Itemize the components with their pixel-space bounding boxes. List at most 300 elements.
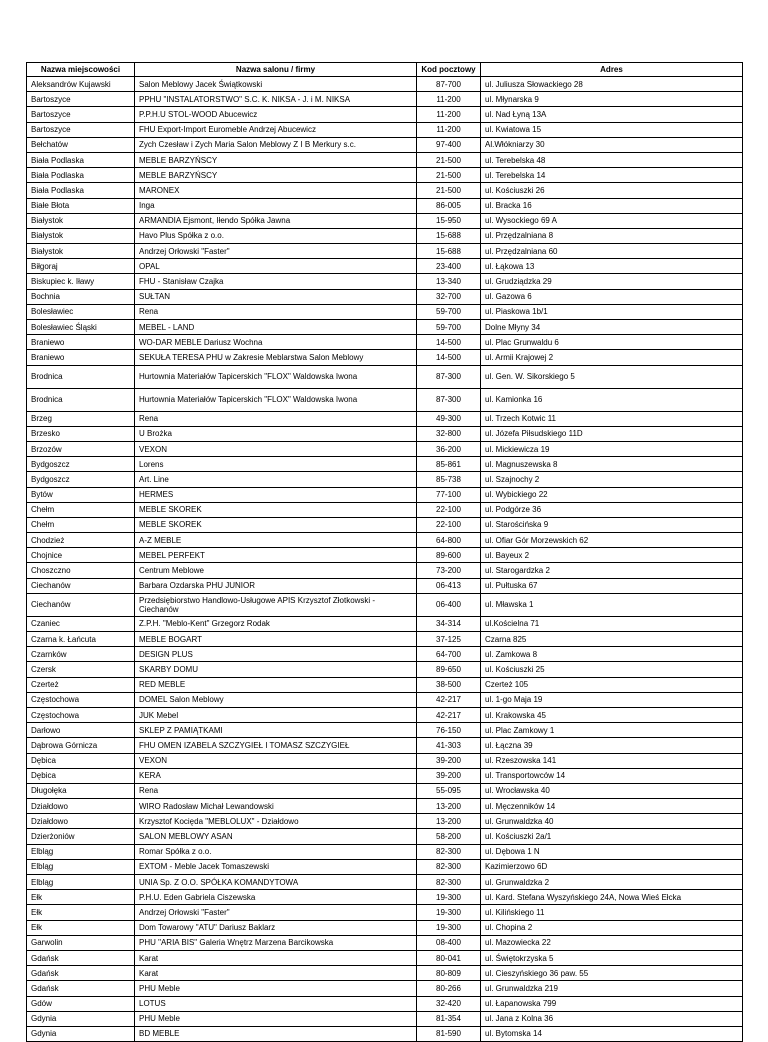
table-row [27, 814, 743, 829]
cell-adres: ul. Plac Zamkowy 1 [481, 723, 743, 738]
table-row [27, 563, 743, 578]
cell-miejscowosc: Biała Podlaska [27, 183, 135, 198]
cell-adres: ul. Grunwaldzka 40 [481, 814, 743, 829]
cell-salon: FHU Export-Import Euromeble Andrzej Abucewicz [135, 122, 417, 137]
cell-adres: ul. Ofiar Gór Morzewskich 62 [481, 533, 743, 548]
table-row [27, 137, 743, 152]
cell-kod: 39-200 [417, 768, 481, 783]
cell-adres: ul. 1-go Maja 19 [481, 692, 743, 707]
cell-miejscowosc: Gdańsk [27, 981, 135, 996]
cell-miejscowosc: Bełchatów [27, 137, 135, 152]
cell-adres: ul. Armii Krajowej 2 [481, 350, 743, 365]
cell-adres: ul. Kwiatowa 15 [481, 122, 743, 137]
cell-kod: 89-600 [417, 548, 481, 563]
cell-kod: 42-217 [417, 692, 481, 707]
cell-miejscowosc: Garwolin [27, 935, 135, 950]
cell-adres: Dolne Młyny 34 [481, 320, 743, 335]
cell-adres: ul.Kościelna 71 [481, 616, 743, 631]
cell-adres: ul. Przędzalniana 8 [481, 228, 743, 243]
table-row [27, 441, 743, 456]
cell-miejscowosc: Działdowo [27, 799, 135, 814]
table-row [27, 920, 743, 935]
cell-salon: RED MEBLE [135, 677, 417, 692]
cell-adres: Kazimierzowo 6D [481, 859, 743, 874]
cell-salon: JUK Mebel [135, 707, 417, 722]
cell-miejscowosc: Dębica [27, 768, 135, 783]
cell-salon: HERMES [135, 487, 417, 502]
cell-adres: ul. Bracka 16 [481, 198, 743, 213]
table-row [27, 647, 743, 662]
cell-kod: 85-861 [417, 457, 481, 472]
cell-adres: ul. Wrocławska 40 [481, 783, 743, 798]
table-row [27, 228, 743, 243]
cell-miejscowosc: Gdańsk [27, 966, 135, 981]
cell-adres: ul. Cieszyńskiego 36 paw. 55 [481, 966, 743, 981]
cell-miejscowosc: Brodnica [27, 365, 135, 388]
cell-salon: Rena [135, 304, 417, 319]
cell-miejscowosc: Bartoszyce [27, 122, 135, 137]
cell-adres: ul. Mławska 1 [481, 593, 743, 616]
table-row [27, 289, 743, 304]
cell-salon: MEBLE SKOREK [135, 517, 417, 532]
cell-salon: Romar Spółka z o.o. [135, 844, 417, 859]
cell-salon: Zych Czesław i Zych Maria Salon Meblowy Z I B Merkury s.c. [135, 137, 417, 152]
table-row [27, 1026, 743, 1041]
header-salon: Nazwa salonu / firmy [135, 63, 417, 77]
table-row [27, 411, 743, 426]
cell-miejscowosc: Bochnia [27, 289, 135, 304]
cell-salon: P.H.U. Eden Gabriela Ciszewska [135, 890, 417, 905]
table-row [27, 122, 743, 137]
table-row [27, 738, 743, 753]
cell-salon: SEKUŁA TERESA PHU w Zakresie Meblarstwa Salon Meblowy [135, 350, 417, 365]
cell-miejscowosc: Chodzież [27, 533, 135, 548]
cell-salon: PHU "ARIA BIS" Galeria Wnętrz Marzena Barcikowska [135, 935, 417, 950]
cell-kod: 38-500 [417, 677, 481, 692]
cell-salon: Inga [135, 198, 417, 213]
cell-adres: ul. Bytomska 14 [481, 1026, 743, 1041]
cell-miejscowosc: Bydgoszcz [27, 472, 135, 487]
table-row [27, 335, 743, 350]
cell-adres: ul. Wybickiego 22 [481, 487, 743, 502]
cell-salon: Barbara Ozdarska PHU JUNIOR [135, 578, 417, 593]
cell-kod: 19-300 [417, 905, 481, 920]
header-row [27, 63, 743, 77]
cell-adres: ul. Gazowa 6 [481, 289, 743, 304]
cell-salon: Z.P.H. "Meblo-Kent" Grzegorz Rodak [135, 616, 417, 631]
cell-miejscowosc: Biskupiec k. Iławy [27, 274, 135, 289]
cell-miejscowosc: Dąbrowa Górnicza [27, 738, 135, 753]
cell-kod: 19-300 [417, 920, 481, 935]
cell-kod: 11-200 [417, 122, 481, 137]
cell-salon: MEBLE SKOREK [135, 502, 417, 517]
cell-salon: Rena [135, 783, 417, 798]
cell-kod: 14-500 [417, 350, 481, 365]
cell-miejscowosc: Ełk [27, 920, 135, 935]
cell-miejscowosc: Długołęka [27, 783, 135, 798]
cell-adres: ul. Starościńska 9 [481, 517, 743, 532]
table-row [27, 859, 743, 874]
cell-kod: 21-500 [417, 168, 481, 183]
cell-salon: Rena [135, 411, 417, 426]
table-row [27, 707, 743, 722]
cell-adres: ul. Kościuszki 26 [481, 183, 743, 198]
cell-miejscowosc: Brzeg [27, 411, 135, 426]
cell-salon: A-Z MEBLE [135, 533, 417, 548]
cell-adres: ul. Dębowa 1 N [481, 844, 743, 859]
cell-miejscowosc: Czarnków [27, 647, 135, 662]
cell-adres: ul. Pułtuska 67 [481, 578, 743, 593]
cell-kod: 37-125 [417, 632, 481, 647]
cell-salon: Krzysztof Kocięda "MEBLOLUX" - Działdowo [135, 814, 417, 829]
cell-kod: 19-300 [417, 890, 481, 905]
dealer-table [26, 62, 743, 1042]
table-row [27, 183, 743, 198]
cell-kod: 22-100 [417, 517, 481, 532]
cell-kod: 08-400 [417, 935, 481, 950]
cell-salon: MEBLE BARZYŃSCY [135, 168, 417, 183]
cell-salon: MARONEX [135, 183, 417, 198]
cell-adres: Czerteż 105 [481, 677, 743, 692]
cell-salon: BD MEBLE [135, 1026, 417, 1041]
cell-adres: ul. Kościuszki 2a/1 [481, 829, 743, 844]
cell-kod: 13-200 [417, 814, 481, 829]
cell-miejscowosc: Brzozów [27, 441, 135, 456]
cell-kod: 14-500 [417, 335, 481, 350]
cell-adres: ul. Mazowiecka 22 [481, 935, 743, 950]
cell-kod: 36-200 [417, 441, 481, 456]
cell-miejscowosc: Gdynia [27, 1011, 135, 1026]
cell-salon: SALON MEBLOWY ASAN [135, 829, 417, 844]
cell-miejscowosc: Białystok [27, 213, 135, 228]
cell-salon: SKLEP Z PAMIĄTKAMI [135, 723, 417, 738]
cell-adres: ul. Bayeux 2 [481, 548, 743, 563]
cell-miejscowosc: Braniewo [27, 350, 135, 365]
cell-adres: ul. Grunwaldzka 2 [481, 875, 743, 890]
cell-miejscowosc: Bydgoszcz [27, 457, 135, 472]
cell-salon: DESIGN PLUS [135, 647, 417, 662]
table-row [27, 677, 743, 692]
table-row [27, 77, 743, 92]
cell-salon: VEXON [135, 441, 417, 456]
cell-miejscowosc: Biłgoraj [27, 259, 135, 274]
cell-miejscowosc: Czersk [27, 662, 135, 677]
cell-salon: SKARBY DOMU [135, 662, 417, 677]
cell-kod: 21-500 [417, 183, 481, 198]
header-miejscowosc: Nazwa miejscowości [27, 63, 135, 77]
table-row [27, 578, 743, 593]
cell-salon: WO-DAR MEBLE Dariusz Wochna [135, 335, 417, 350]
cell-miejscowosc: Czarna k. Łańcuta [27, 632, 135, 647]
cell-kod: 82-300 [417, 875, 481, 890]
cell-adres: ul. Starogardzka 2 [481, 563, 743, 578]
cell-kod: 49-300 [417, 411, 481, 426]
table-row [27, 616, 743, 631]
cell-salon: Lorens [135, 457, 417, 472]
cell-miejscowosc: Brodnica [27, 388, 135, 411]
cell-salon: EXTOM - Meble Jacek Tomaszewski [135, 859, 417, 874]
cell-adres: ul. Męczenników 14 [481, 799, 743, 814]
cell-kod: 86-005 [417, 198, 481, 213]
cell-kod: 15-688 [417, 228, 481, 243]
cell-miejscowosc: Bartoszyce [27, 92, 135, 107]
table-row [27, 829, 743, 844]
cell-salon: Karat [135, 950, 417, 965]
cell-miejscowosc: Elbląg [27, 844, 135, 859]
cell-kod: 64-700 [417, 647, 481, 662]
cell-miejscowosc: Dzierżoniów [27, 829, 135, 844]
cell-kod: 80-809 [417, 966, 481, 981]
table-row [27, 168, 743, 183]
table-row [27, 768, 743, 783]
cell-kod: 77-100 [417, 487, 481, 502]
table-row [27, 890, 743, 905]
cell-kod: 80-041 [417, 950, 481, 965]
cell-adres: ul. Kilińskiego 11 [481, 905, 743, 920]
cell-salon: Andrzej Orłowski "Faster" [135, 905, 417, 920]
cell-adres: ul. Transportowców 14 [481, 768, 743, 783]
cell-kod: 87-700 [417, 77, 481, 92]
cell-salon: Andrzej Orłowski "Faster" [135, 244, 417, 259]
cell-miejscowosc: Bolesławiec Śląski [27, 320, 135, 335]
cell-adres: ul. Wysockiego 69 A [481, 213, 743, 228]
table-row [27, 632, 743, 647]
cell-kod: 85-738 [417, 472, 481, 487]
cell-salon: SUŁTAN [135, 289, 417, 304]
cell-kod: 59-700 [417, 304, 481, 319]
cell-kod: 11-200 [417, 92, 481, 107]
cell-adres: ul. Świętokrzyska 5 [481, 950, 743, 965]
cell-adres: ul. Juliusza Słowackiego 28 [481, 77, 743, 92]
cell-kod: 34-314 [417, 616, 481, 631]
cell-salon: KERA [135, 768, 417, 783]
cell-kod: 81-590 [417, 1026, 481, 1041]
cell-salon: PHU Meble [135, 1011, 417, 1026]
cell-miejscowosc: Brzesko [27, 426, 135, 441]
cell-adres: ul. Szajnochy 2 [481, 472, 743, 487]
table-row [27, 426, 743, 441]
cell-adres: ul. Grudziądzka 29 [481, 274, 743, 289]
cell-miejscowosc: Aleksandrów Kujawski [27, 77, 135, 92]
table-row [27, 274, 743, 289]
cell-salon: U Brożka [135, 426, 417, 441]
cell-kod: 21-500 [417, 152, 481, 167]
cell-adres: ul. Mickiewicza 19 [481, 441, 743, 456]
cell-salon: MEBEL PERFEKT [135, 548, 417, 563]
cell-miejscowosc: Choszczno [27, 563, 135, 578]
cell-adres: ul. Łąkowa 13 [481, 259, 743, 274]
cell-adres: ul. Przędzalniana 60 [481, 244, 743, 259]
cell-kod: 11-200 [417, 107, 481, 122]
cell-salon: Dom Towarowy "ATU" Dariusz Baklarz [135, 920, 417, 935]
cell-adres: ul. Plac Grunwaldu 6 [481, 335, 743, 350]
table-row [27, 304, 743, 319]
table-row [27, 152, 743, 167]
cell-kod: 32-420 [417, 996, 481, 1011]
cell-salon: Centrum Meblowe [135, 563, 417, 578]
cell-kod: 42-217 [417, 707, 481, 722]
cell-salon: Hurtownia Materiałów Tapicerskich "FLOX" Waldowska Iwona [135, 388, 417, 411]
table-row [27, 388, 743, 411]
cell-miejscowosc: Częstochowa [27, 707, 135, 722]
cell-miejscowosc: Biała Podlaska [27, 152, 135, 167]
cell-salon: ARMANDIA Ejsmont, Iłendo Spółka Jawna [135, 213, 417, 228]
cell-miejscowosc: Bytów [27, 487, 135, 502]
table-row [27, 259, 743, 274]
table-row [27, 753, 743, 768]
cell-miejscowosc: Braniewo [27, 335, 135, 350]
cell-adres: ul. Kamionka 16 [481, 388, 743, 411]
cell-salon: VEXON [135, 753, 417, 768]
cell-miejscowosc: Chełm [27, 502, 135, 517]
table-row [27, 244, 743, 259]
cell-kod: 87-300 [417, 388, 481, 411]
cell-kod: 87-300 [417, 365, 481, 388]
cell-adres: ul. Trzech Kotwic 11 [481, 411, 743, 426]
cell-kod: 76-150 [417, 723, 481, 738]
cell-adres: ul. Chopina 2 [481, 920, 743, 935]
cell-salon: OPAL [135, 259, 417, 274]
cell-adres: ul. Jana z Kolna 36 [481, 1011, 743, 1026]
cell-salon: Havo Plus Spółka z o.o. [135, 228, 417, 243]
table-row [27, 905, 743, 920]
cell-kod: 13-200 [417, 799, 481, 814]
table-row [27, 502, 743, 517]
cell-miejscowosc: Darłowo [27, 723, 135, 738]
cell-salon: Salon Meblowy Jacek Świątkowski [135, 77, 417, 92]
cell-miejscowosc: Dębica [27, 753, 135, 768]
cell-adres: ul. Młynarska 9 [481, 92, 743, 107]
table-row [27, 723, 743, 738]
table-row [27, 996, 743, 1011]
cell-salon: Art. Line [135, 472, 417, 487]
cell-adres: ul. Zamkowa 8 [481, 647, 743, 662]
table-row [27, 472, 743, 487]
cell-kod: 81-354 [417, 1011, 481, 1026]
cell-adres: ul. Kard. Stefana Wyszyńskiego 24A, Nowa Wieś Ełcka [481, 890, 743, 905]
cell-miejscowosc: Elbląg [27, 875, 135, 890]
cell-miejscowosc: Biała Podlaska [27, 168, 135, 183]
cell-salon: FHU OMEN IZABELA SZCZYGIEŁ I TOMASZ SZCZYGIEŁ [135, 738, 417, 753]
cell-adres: Czarna 825 [481, 632, 743, 647]
cell-adres: ul. Grunwaldzka 219 [481, 981, 743, 996]
cell-miejscowosc: Działdowo [27, 814, 135, 829]
cell-kod: 06-413 [417, 578, 481, 593]
cell-adres: ul. Józefa Piłsudskiego 11D [481, 426, 743, 441]
cell-kod: 06-400 [417, 593, 481, 616]
table-row [27, 593, 743, 616]
cell-kod: 32-700 [417, 289, 481, 304]
cell-kod: 32-800 [417, 426, 481, 441]
cell-miejscowosc: Gdów [27, 996, 135, 1011]
table-row [27, 966, 743, 981]
cell-miejscowosc: Ełk [27, 905, 135, 920]
table-row [27, 875, 743, 890]
cell-miejscowosc: Czerteż [27, 677, 135, 692]
cell-adres: ul. Rzeszowska 141 [481, 753, 743, 768]
cell-salon: Karat [135, 966, 417, 981]
table-row [27, 107, 743, 122]
cell-kod: 39-200 [417, 753, 481, 768]
cell-miejscowosc: Ciechanów [27, 593, 135, 616]
cell-kod: 15-688 [417, 244, 481, 259]
cell-kod: 64-800 [417, 533, 481, 548]
cell-adres: ul. Krakowska 45 [481, 707, 743, 722]
cell-kod: 13-340 [417, 274, 481, 289]
table-row [27, 844, 743, 859]
cell-miejscowosc: Gdańsk [27, 950, 135, 965]
cell-salon: MEBLE BARZYŃSCY [135, 152, 417, 167]
cell-salon: FHU - Stanisław Czajka [135, 274, 417, 289]
cell-adres: Al.Włókniarzy 30 [481, 137, 743, 152]
table-row [27, 692, 743, 707]
table-row [27, 548, 743, 563]
table-row [27, 950, 743, 965]
cell-miejscowosc: Białystok [27, 228, 135, 243]
table-row [27, 487, 743, 502]
cell-miejscowosc: Chełm [27, 517, 135, 532]
table-row [27, 517, 743, 532]
cell-miejscowosc: Ciechanów [27, 578, 135, 593]
table-row [27, 198, 743, 213]
cell-kod: 23-400 [417, 259, 481, 274]
cell-adres: ul. Kościuszki 25 [481, 662, 743, 677]
cell-kod: 58-200 [417, 829, 481, 844]
table-row [27, 350, 743, 365]
cell-salon: Hurtownia Materiałów Tapicerskich "FLOX" Waldowska Iwona [135, 365, 417, 388]
cell-miejscowosc: Bolesławiec [27, 304, 135, 319]
cell-miejscowosc: Elbląg [27, 859, 135, 874]
cell-salon: PHU Meble [135, 981, 417, 996]
cell-miejscowosc: Białe Błota [27, 198, 135, 213]
cell-salon: WIRO Radosław Michał Lewandowski [135, 799, 417, 814]
table-row [27, 213, 743, 228]
cell-adres: ul. Podgórze 36 [481, 502, 743, 517]
table-row [27, 457, 743, 472]
cell-adres: ul. Terebelska 14 [481, 168, 743, 183]
cell-adres: ul. Magnuszewska 8 [481, 457, 743, 472]
cell-salon: MEBEL - LAND [135, 320, 417, 335]
table-row [27, 935, 743, 950]
cell-kod: 82-300 [417, 844, 481, 859]
cell-kod: 89-650 [417, 662, 481, 677]
table-row [27, 799, 743, 814]
cell-adres: ul. Gen. W. Sikorskiego 5 [481, 365, 743, 388]
cell-miejscowosc: Ełk [27, 890, 135, 905]
table-row [27, 533, 743, 548]
cell-kod: 80-266 [417, 981, 481, 996]
cell-kod: 41-303 [417, 738, 481, 753]
table-row [27, 365, 743, 388]
cell-kod: 82-300 [417, 859, 481, 874]
cell-miejscowosc: Bartoszyce [27, 107, 135, 122]
cell-miejscowosc: Chojnice [27, 548, 135, 563]
cell-kod: 73-200 [417, 563, 481, 578]
cell-kod: 22-100 [417, 502, 481, 517]
table-row [27, 92, 743, 107]
header-adres: Adres [481, 63, 743, 77]
cell-miejscowosc: Białystok [27, 244, 135, 259]
cell-salon: DOMEL Salon Meblowy [135, 692, 417, 707]
cell-adres: ul. Łapanowska 799 [481, 996, 743, 1011]
cell-miejscowosc: Gdynia [27, 1026, 135, 1041]
cell-miejscowosc: Częstochowa [27, 692, 135, 707]
cell-adres: ul. Łączna 39 [481, 738, 743, 753]
cell-kod: 59-700 [417, 320, 481, 335]
table-row [27, 1011, 743, 1026]
cell-kod: 55-095 [417, 783, 481, 798]
cell-kod: 97-400 [417, 137, 481, 152]
